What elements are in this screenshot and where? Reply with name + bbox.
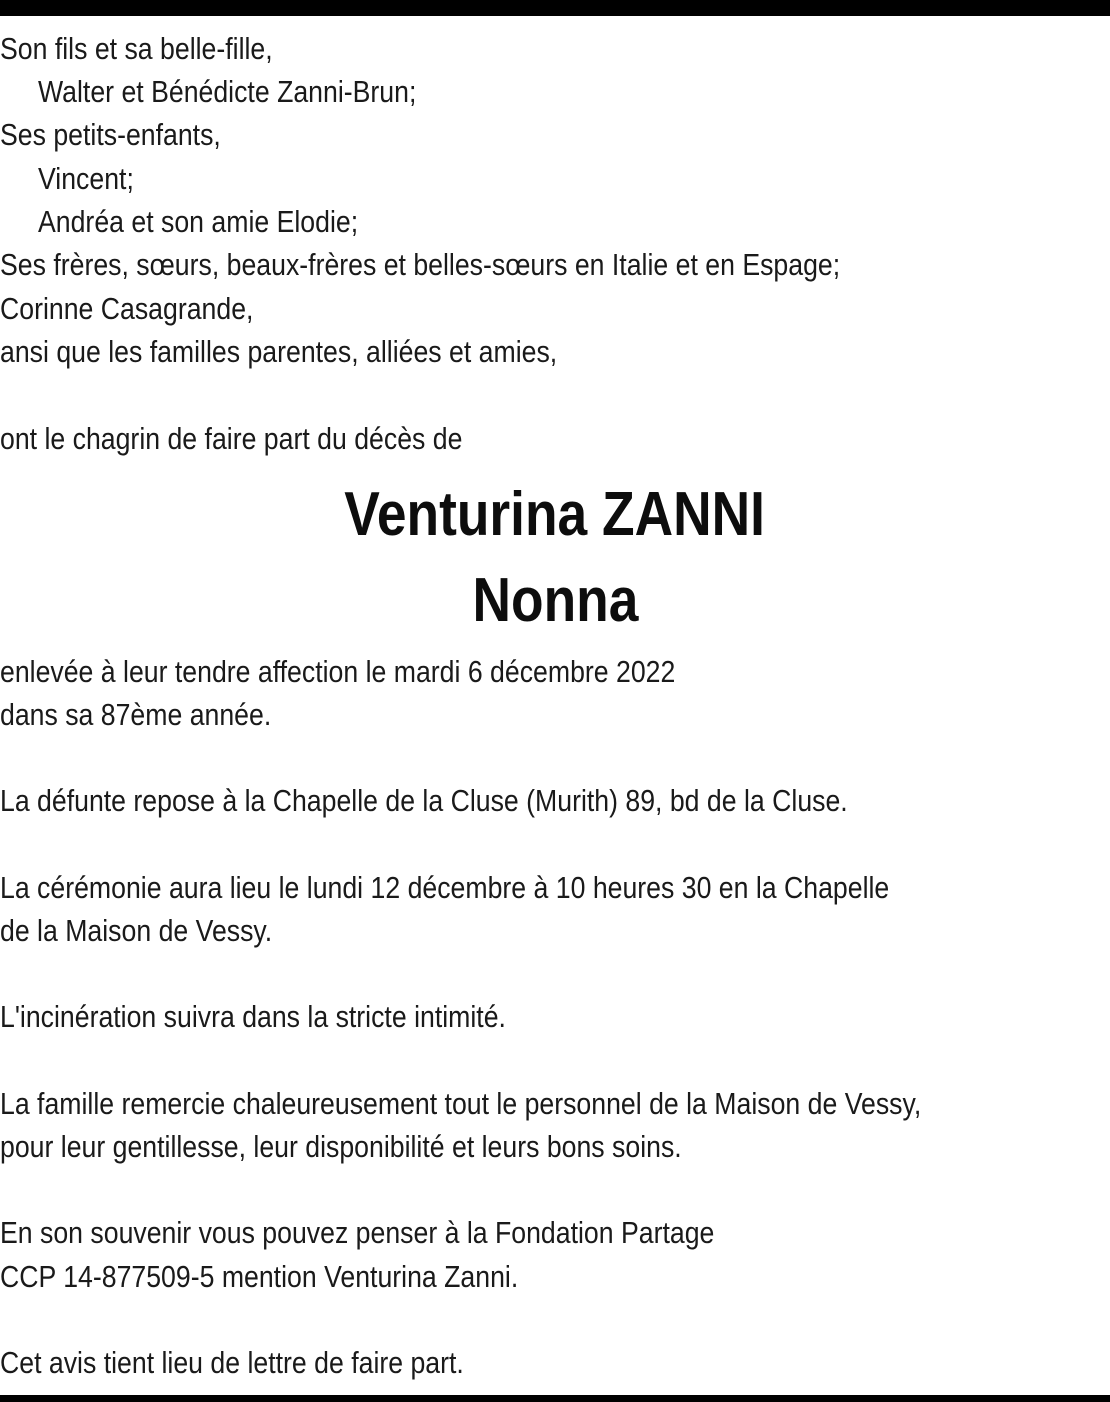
detail-memory-line-2: CCP 14-877509-5 mention Venturina Zanni. [0, 1259, 519, 1294]
detail-memory-line-1: En son souvenir vous pouvez penser à la Fondation Partage [0, 1215, 715, 1250]
detail-incineration-line: L'incinération suivra dans la stricte intimité. [0, 999, 506, 1034]
closing-line: Cet avis tient lieu de lettre de faire part. [0, 1345, 464, 1380]
deceased-nickname: Nonna [472, 566, 638, 635]
family-line-son: Son fils et sa belle-fille, [0, 31, 273, 66]
detail-passing-line: enlevée à leur tendre affection le mardi 6 décembre 2022 [0, 654, 676, 689]
detail-rest-line: La défunte repose à la Chapelle de la Cluse (Murith) 89, bd de la Cluse. [0, 783, 848, 818]
detail-thanks-line-2: pour leur gentillesse, leur disponibilité et leurs bons soins. [0, 1129, 682, 1164]
family-line-corinne: Corinne Casagrande, [0, 291, 254, 326]
announcement-line: ont le chagrin de faire part du décès de [0, 421, 463, 456]
family-line-siblings: Ses frères, sœurs, beaux-frères et belles-sœurs en Italie et en Espage; [0, 247, 841, 282]
detail-age-line: dans sa 87ème année. [0, 697, 272, 732]
detail-ceremony-line-2: de la Maison de Vessy. [0, 913, 273, 948]
family-line-relatives: ansi que les familles parentes, alliées et amies, [0, 334, 558, 369]
family-line-grandchild-2: Andréa et son amie Elodie; [38, 204, 359, 239]
family-line-grandchildren: Ses petits-enfants, [0, 117, 221, 152]
detail-ceremony-line-1: La cérémonie aura lieu le lundi 12 décembre à 10 heures 30 en la Chapelle [0, 870, 890, 905]
detail-thanks-line-1: La famille remercie chaleureusement tout le personnel de la Maison de Vessy, [0, 1086, 922, 1121]
bottom-border-rule [0, 1395, 1110, 1402]
deceased-name: Venturina ZANNI [344, 480, 766, 549]
family-line-grandchild-1: Vincent; [38, 161, 134, 196]
family-line-son-names: Walter et Bénédicte Zanni-Brun; [38, 74, 417, 109]
top-border-rule [0, 0, 1110, 16]
